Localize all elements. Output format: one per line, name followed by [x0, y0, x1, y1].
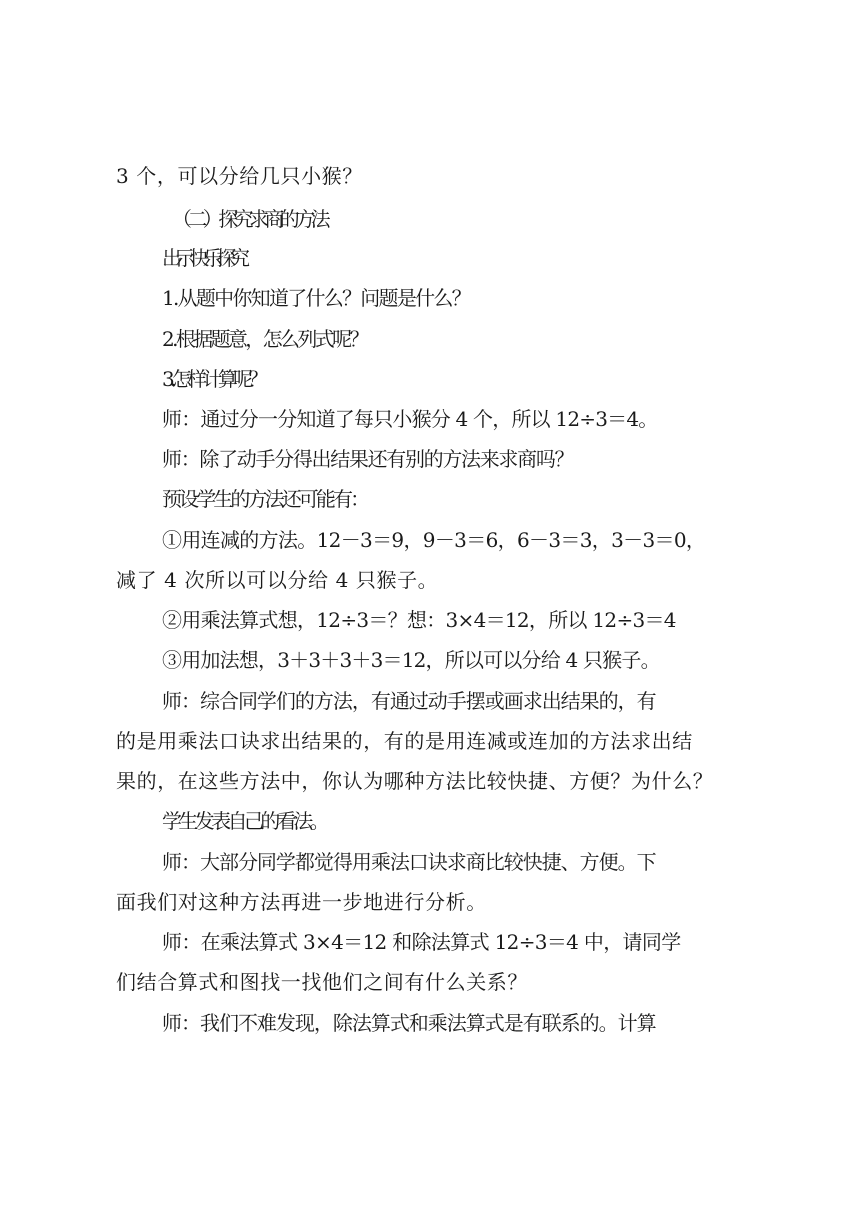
text-line: 师：通过分一分知道了每只小猴分 4 个，所以 12÷3＝4。	[162, 407, 658, 431]
text-line: 师：除了动手分得出结果还有别的方法来求商吗？	[162, 447, 574, 471]
text-line: 的是用乘法口诀求出结果的，有的是用连减或连加的方法求出结	[116, 729, 693, 753]
text-line: 学生发表自己的看法。	[162, 809, 326, 833]
question-item: 3.怎样计算呢？	[162, 367, 264, 391]
text-line: 果的，在这些方法中，你认为哪种方法比较快捷、方便？为什么？	[116, 769, 714, 793]
text-line: 减了 4 次所以可以分给 4 只猴子。	[116, 568, 439, 592]
text-line: 出示快乐探究	[162, 246, 244, 270]
text-line: 师：综合同学们的方法，有通过动手摆或画求出结果的，有	[162, 689, 656, 713]
text-line: 师：我们不难发现，除法算式和乘法算式是有联系的。计算	[162, 1011, 656, 1035]
method-item: ③用加法想，3＋3＋3＋3＝12，所以可以分给 4 只猴子。	[162, 648, 660, 672]
text-line: 预设学生的方法还可能有：	[162, 487, 368, 511]
method-item: ②用乘法算式想，12÷3＝？想：3×4＝12，所以 12÷3＝4	[162, 608, 676, 632]
section-heading: （二）探究求商的方法	[172, 207, 326, 231]
question-item: 1.从题中你知道了什么？问题是什么？	[162, 286, 470, 310]
text-line: 3 个，可以分给几只小猴？	[116, 164, 363, 188]
text-line: 师：大部分同学都觉得用乘法口诀求商比较快捷、方便。下	[162, 850, 656, 874]
question-item: 2.根据题意，怎么列式呢？	[162, 327, 367, 351]
text-line: 师：在乘法算式 3×4＝12 和除法算式 12÷3＝4 中，请同学	[162, 930, 681, 954]
text-line: 面我们对这种方法再进一步地进行分析。	[116, 890, 487, 914]
method-item: ①用连减的方法。12－3＝9，9－3＝6，6－3＝3，3－3＝0，	[162, 528, 706, 552]
text-line: 们结合算式和图找一找他们之间有什么关系？	[116, 970, 528, 994]
